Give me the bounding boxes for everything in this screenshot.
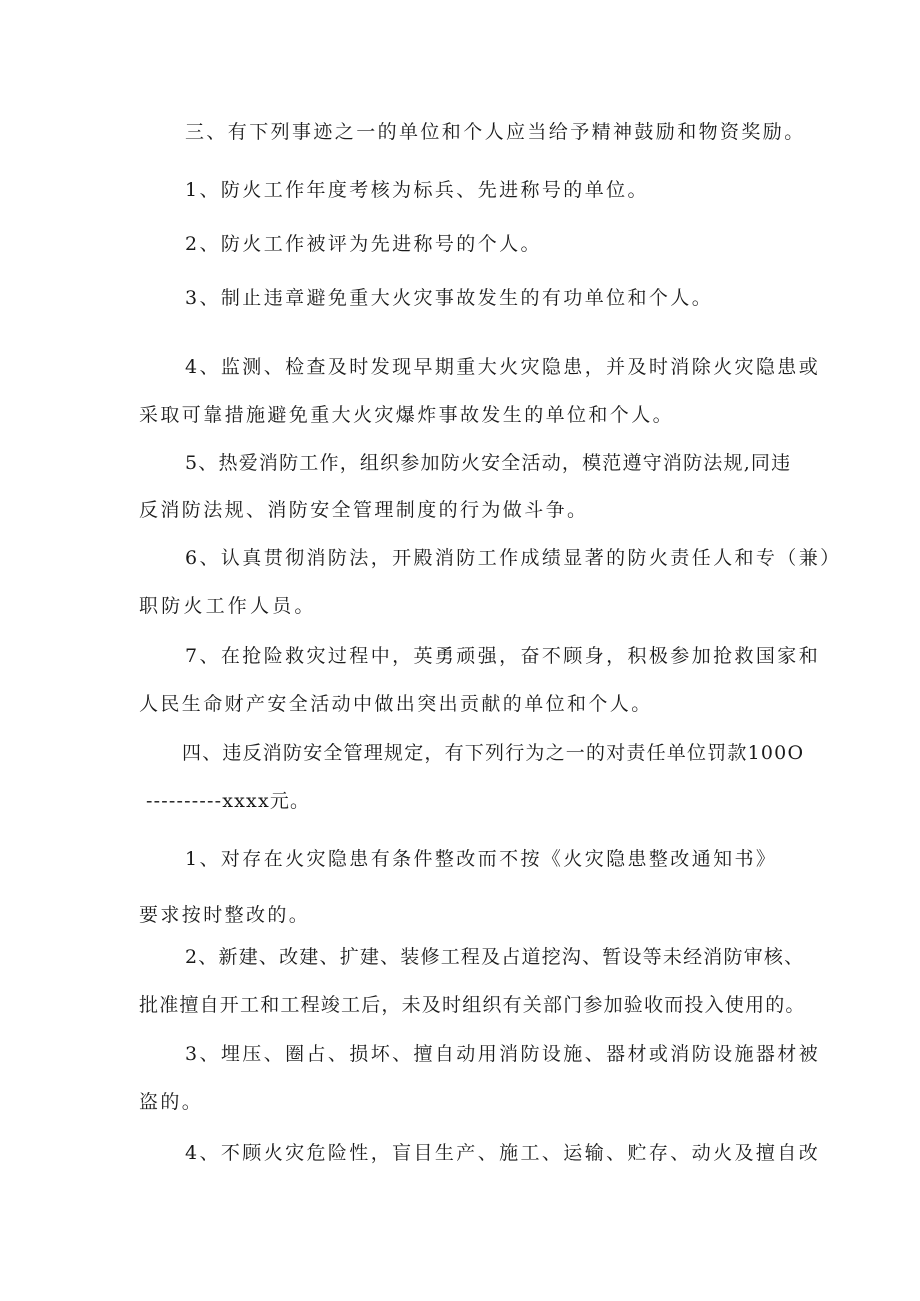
award-item-4-line-1: 4、监测、检查及时发现早期重大火灾隐患，并及时消除火灾隐患或 [185,356,821,378]
award-item-5-line-1: 5、热爱消防工作，组织参加防火安全活动，模范遵守消防法规,同违 [185,452,792,474]
award-item-4-line-2: 采取可靠措施避免重大火灾爆炸事故发生的单位和个人。 [139,404,675,426]
section-four-heading-line-1: 四、违反消防安全管理规定，有下列行为之一的对责任单位罚款100O [182,742,805,764]
award-item-6-line-1: 6、认真贯彻消防法，开殿消防工作成绩显著的防火责任人和专（兼） [185,547,842,569]
award-item-7-line-1: 7、在抢险救灾过程中，英勇顽强，奋不顾身，积极参加抢救国家和 [185,645,821,667]
award-item-1: 1、防火工作年度考核为标兵、先进称号的单位。 [185,179,649,201]
section-four-heading-line-2: ----------xxxx元。 [146,790,311,812]
award-item-3: 3、制止违章避免重大火灾事故发生的有功单位和个人。 [185,287,714,309]
penalty-item-3-line-2: 盗的。 [139,1091,204,1113]
award-item-6-line-2: 职防火工作人员。 [139,595,317,617]
penalty-item-4-line-1: 4、不顾火灾危险性，盲目生产、施工、运输、贮存、动火及擅自改 [185,1142,821,1164]
penalty-item-3-line-1: 3、埋压、圈占、损坏、擅自动用消防设施、器材或消防设施器材被 [185,1043,821,1065]
penalty-item-2-line-2: 批准擅自开工和工程竣工后，未及时组织有关部门参加验收而投入使用的。 [139,994,806,1016]
penalty-item-1-line-1: 1、对存在火灾隐患有条件整改而不按《火灾隐患整改通知书》 [185,848,778,870]
penalty-item-2-line-1: 2、新建、改建、扩建、装修工程及占道挖沟、暂设等未经消防审核、 [185,946,805,968]
award-item-7-line-2: 人民生命财产安全活动中做出突出贡献的单位和个人。 [139,693,653,715]
award-item-5-line-2: 反消防法规、消防安全管理制度的行为做斗争。 [139,499,589,521]
award-item-2: 2、防火工作被评为先进称号的个人。 [185,233,542,255]
penalty-item-1-line-2: 要求按时整改的。 [139,904,311,926]
section-three-heading: 三、有下列事迹之一的单位和个人应当给予精神鼓励和物资奖励。 [185,121,806,143]
